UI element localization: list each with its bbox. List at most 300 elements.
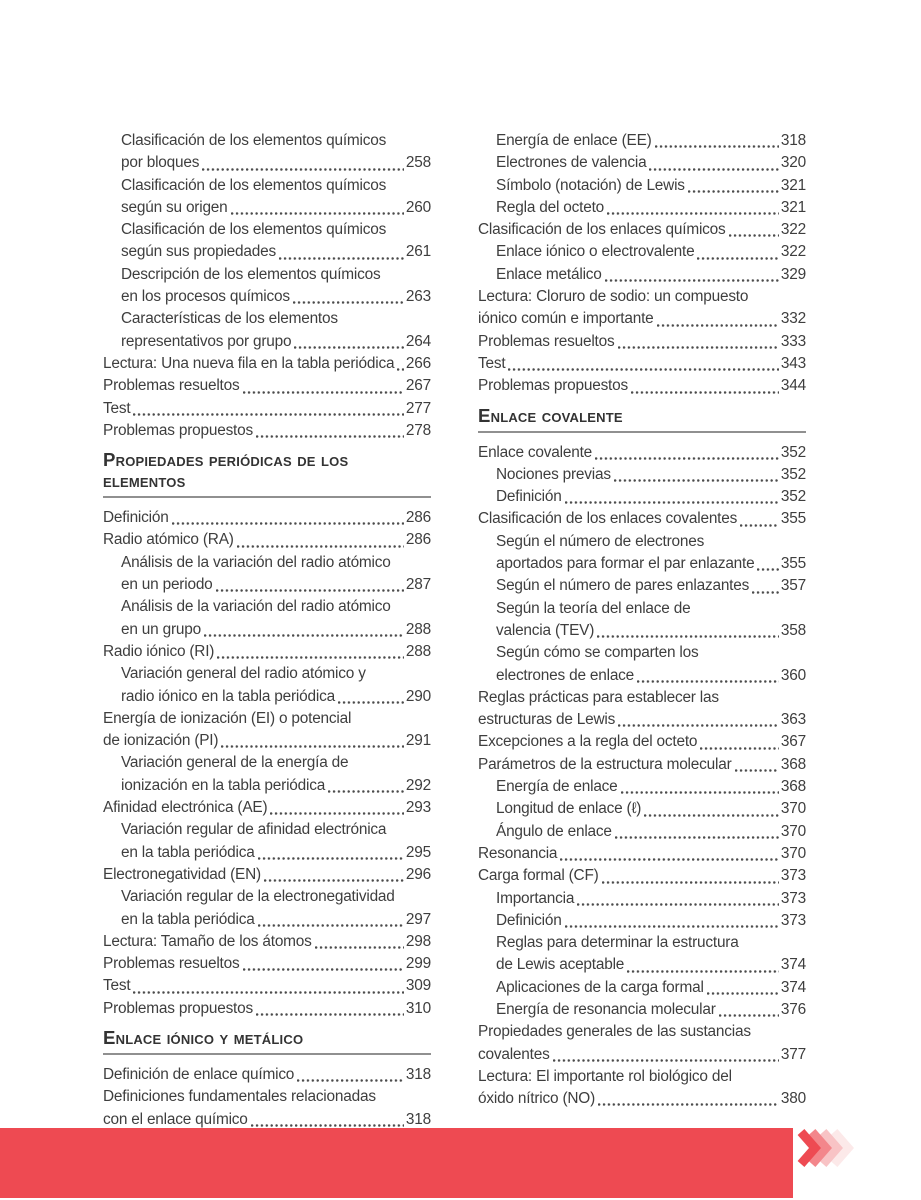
toc-entry-line	[478, 508, 806, 530]
toc-entry	[103, 975, 431, 997]
dotted-leader	[133, 413, 403, 416]
dotted-leader	[221, 745, 404, 748]
toc-entry-line	[478, 286, 806, 308]
page-number: 320	[780, 154, 806, 172]
toc-entry-label: Ángulo de enlace	[496, 822, 612, 840]
toc-entry-line	[478, 754, 806, 776]
dotted-leader	[719, 1014, 779, 1017]
page-number: 355	[780, 510, 806, 528]
toc-entry-line	[103, 708, 431, 730]
toc-entry-label: Características de los elementos	[121, 310, 338, 328]
dotted-leader	[565, 925, 779, 928]
dotted-leader	[204, 634, 404, 637]
toc-entry-line	[478, 486, 806, 508]
page-number: 332	[780, 310, 806, 328]
toc-entry-label: Problemas resueltos	[103, 377, 240, 395]
toc-entry-line	[103, 596, 431, 618]
toc-entry	[478, 353, 806, 375]
dotted-leader	[243, 968, 404, 971]
toc-entry-line	[103, 998, 431, 1020]
toc-entry-line	[103, 842, 431, 864]
page-number: 329	[780, 265, 806, 283]
toc-entry-label: Radio atómico (RA)	[103, 531, 234, 549]
toc-entry	[103, 420, 431, 442]
dotted-leader	[602, 881, 779, 884]
toc-entry-line	[478, 731, 806, 753]
toc-entry-line	[478, 531, 806, 553]
toc-entry	[478, 888, 806, 910]
page-number: 352	[780, 488, 806, 506]
toc-entry-line	[478, 442, 806, 464]
toc-entry-line	[478, 709, 806, 731]
toc-entry-line	[103, 663, 431, 685]
page-number: 322	[780, 243, 806, 261]
toc-entry-line	[478, 642, 806, 664]
toc-entry-line	[478, 865, 806, 887]
toc-entry	[478, 865, 806, 887]
toc-entry	[478, 1021, 806, 1066]
dotted-leader	[216, 589, 404, 592]
section-header: Enlace iónico y metálico	[103, 1027, 431, 1055]
toc-entry-label: Afinidad electrónica (AE)	[103, 799, 268, 817]
page-number: 370	[780, 822, 806, 840]
toc-entry-label: Electrones de valencia	[496, 154, 647, 172]
toc-entry-line	[103, 507, 431, 529]
toc-entry-label: Regla del octeto	[496, 198, 605, 216]
toc-entry-line	[103, 375, 431, 397]
toc-entry-line	[103, 308, 431, 330]
toc-entry-line	[478, 464, 806, 486]
toc-entry-label: Electronegatividad (EN)	[103, 865, 261, 883]
page-number: 363	[780, 711, 806, 729]
toc-entry	[478, 798, 806, 820]
toc-entry-label: Definiciones fundamentales relacionadas	[103, 1088, 376, 1106]
page-number: 287	[405, 576, 431, 594]
toc-entry-line	[478, 1044, 806, 1066]
toc-entry-line	[478, 687, 806, 709]
toc-columns	[103, 130, 806, 1131]
toc-entry	[103, 308, 431, 353]
page-number: 277	[405, 399, 431, 417]
toc-entry-line	[103, 931, 431, 953]
dotted-leader	[631, 391, 779, 394]
toc-entry-label: radio iónico en la tabla periódica	[121, 687, 335, 705]
toc-entry	[478, 442, 806, 464]
toc-entry-line	[103, 619, 431, 641]
toc-entry-line	[478, 910, 806, 932]
dotted-leader	[649, 168, 778, 171]
toc-entry-line	[478, 888, 806, 910]
toc-entry-label: Análisis de la variación del radio atómico	[121, 553, 391, 571]
toc-entry-label: Clasificación de los elementos químicos	[121, 132, 387, 149]
dotted-leader	[657, 324, 779, 327]
toc-entry-label: valencia (TEV)	[496, 621, 595, 639]
toc-entry-line	[103, 152, 431, 174]
dotted-leader	[752, 591, 779, 594]
toc-entry	[103, 219, 431, 264]
page-number: 318	[780, 132, 806, 149]
page-number: 278	[405, 421, 431, 439]
toc-entry-label: Símbolo (notación) de Lewis	[496, 176, 685, 194]
toc-column	[478, 130, 806, 1131]
toc-entry-line	[103, 264, 431, 286]
toc-entry-line	[103, 529, 431, 551]
toc-entry	[478, 821, 806, 843]
page-number: 373	[780, 867, 806, 885]
dotted-leader	[655, 145, 779, 148]
toc-entry-line	[103, 752, 431, 774]
dotted-leader	[644, 814, 779, 817]
toc-entry	[103, 264, 431, 309]
toc-entry-label: Propiedades generales de las sustancias	[478, 1023, 751, 1041]
toc-entry	[478, 642, 806, 687]
page-number: 263	[405, 288, 431, 306]
toc-entry-label: Enlace covalente	[478, 443, 593, 461]
dotted-leader	[729, 234, 779, 237]
page-number: 367	[780, 733, 806, 751]
page-number: 370	[780, 844, 806, 862]
toc-entry-label: Parámetros de la estructura molecular	[478, 755, 732, 773]
toc-entry	[103, 797, 431, 819]
toc-entry-label: Clasificación de los elementos químicos	[121, 176, 387, 194]
page-number: 264	[405, 332, 431, 350]
toc-entry-label: en la tabla periódica	[121, 843, 255, 861]
toc-entry-label: Definición de enlace químico	[103, 1065, 295, 1083]
dotted-leader	[256, 1013, 404, 1016]
dotted-leader	[757, 568, 778, 571]
toc-entry-label: Variación general de la energía de	[121, 754, 349, 772]
dotted-leader	[264, 879, 404, 882]
toc-entry-label: Longitud de enlace (ℓ)	[496, 800, 642, 818]
toc-entry-line	[478, 1066, 806, 1088]
toc-entry-line	[478, 1021, 806, 1043]
toc-entry-line	[478, 264, 806, 286]
toc-entry	[478, 286, 806, 331]
page-number: 374	[780, 956, 806, 974]
toc-entry	[103, 1064, 431, 1086]
toc-entry-line	[478, 197, 806, 219]
toc-entry	[478, 175, 806, 197]
toc-entry-label: Según el número de pares enlazantes	[496, 577, 750, 595]
toc-entry-label: por bloques	[121, 154, 200, 172]
toc-entry-line	[103, 574, 431, 596]
page-number: 260	[405, 198, 431, 216]
toc-entry-label: Problemas resueltos	[478, 332, 615, 350]
page-number: 296	[405, 865, 431, 883]
toc-entry-line	[103, 730, 431, 752]
toc-entry	[103, 752, 431, 797]
page-number: 355	[780, 555, 806, 573]
toc-entry	[103, 641, 431, 663]
page-number: 343	[780, 354, 806, 372]
dotted-leader	[735, 769, 779, 772]
toc-entry	[478, 731, 806, 753]
toc-entry-label: Lectura: Cloruro de sodio: un compuesto	[478, 288, 749, 306]
toc-entry	[478, 375, 806, 397]
toc-entry	[103, 953, 431, 975]
toc-entry	[103, 398, 431, 420]
toc-entry	[478, 910, 806, 932]
page-number: 258	[405, 154, 431, 172]
toc-entry-label: Problemas propuestos	[103, 421, 253, 439]
toc-entry-line	[103, 420, 431, 442]
toc-entry-label: Variación regular de afinidad electrónica	[121, 821, 387, 839]
toc-entry	[478, 130, 806, 152]
toc-entry-line	[103, 197, 431, 219]
toc-entry-line	[103, 552, 431, 574]
page-number: 286	[405, 509, 431, 527]
toc-entry-line	[478, 353, 806, 375]
toc-entry	[478, 776, 806, 798]
dotted-leader	[605, 279, 779, 282]
dotted-leader	[598, 1103, 779, 1106]
toc-entry-line	[103, 130, 431, 152]
toc-entry-line	[478, 954, 806, 976]
dotted-leader	[597, 635, 779, 638]
toc-entry	[103, 886, 431, 931]
toc-entry-line	[103, 975, 431, 997]
dotted-leader	[270, 812, 404, 815]
toc-entry	[103, 507, 431, 529]
toc-entry	[103, 552, 431, 597]
page-number: 357	[780, 577, 806, 595]
dotted-leader	[565, 501, 779, 504]
page-number: 292	[405, 776, 431, 794]
toc-entry-label: Según la teoría del enlace de	[496, 599, 691, 617]
dotted-leader	[256, 435, 404, 438]
dotted-leader	[697, 257, 778, 260]
page-number: 358	[780, 621, 806, 639]
dotted-leader	[508, 368, 778, 371]
toc-entry	[103, 529, 431, 551]
toc-entry-label: estructuras de Lewis	[478, 711, 616, 729]
page-number: 333	[780, 332, 806, 350]
toc-entry-label: en la tabla periódica	[121, 910, 255, 928]
page-number: 376	[780, 1000, 806, 1018]
toc-entry-line	[103, 886, 431, 908]
toc-entry-label: Reglas prácticas para establecer las	[478, 688, 719, 706]
toc-entry-label: Test	[478, 354, 506, 372]
toc-entry-line	[478, 843, 806, 865]
toc-entry	[478, 754, 806, 776]
toc-entry-label: óxido nítrico (NO)	[478, 1090, 595, 1108]
toc-entry	[478, 843, 806, 865]
toc-entry-line	[478, 776, 806, 798]
toc-entry-label: Clasificación de los enlaces covalentes	[478, 510, 738, 528]
toc-entry-line	[478, 575, 806, 597]
dotted-leader	[297, 1079, 404, 1082]
bottom-bar	[0, 1128, 793, 1198]
toc-entry	[103, 819, 431, 864]
toc-entry-line	[103, 331, 431, 353]
toc-entry	[478, 331, 806, 353]
toc-entry-label: aportados para formar el par enlazante	[496, 555, 755, 573]
toc-entry-label: Aplicaciones de la carga formal	[496, 978, 704, 996]
toc-entry-label: electrones de enlace	[496, 666, 635, 684]
toc-entry-label: según su origen	[121, 198, 228, 216]
toc-entry	[478, 1066, 806, 1111]
toc-entry-line	[478, 598, 806, 620]
toc-entry-line	[478, 152, 806, 174]
toc-entry-label: en un periodo	[121, 576, 213, 594]
dotted-leader	[251, 1124, 404, 1127]
toc-entry-line	[103, 819, 431, 841]
toc-entry	[478, 264, 806, 286]
page-number: 298	[405, 932, 431, 950]
toc-entry-line	[103, 398, 431, 420]
dotted-leader	[607, 212, 779, 215]
dotted-leader	[231, 212, 404, 215]
dotted-leader	[328, 790, 404, 793]
dotted-leader	[243, 391, 404, 394]
toc-entry-line	[103, 909, 431, 931]
toc-entry-line	[478, 308, 806, 330]
page-number: 377	[780, 1045, 806, 1063]
toc-entry	[478, 241, 806, 263]
dotted-leader	[627, 970, 779, 973]
toc-entry	[478, 932, 806, 977]
page-number: 266	[405, 354, 431, 372]
dotted-leader	[700, 747, 779, 750]
toc-entry	[103, 130, 431, 175]
toc-entry-label: Lectura: Tamaño de los átomos	[103, 932, 312, 950]
toc-entry	[103, 353, 431, 375]
toc-entry-label: según sus propiedades	[121, 243, 276, 261]
page-number: 322	[780, 221, 806, 239]
toc-entry	[103, 708, 431, 753]
dotted-leader	[202, 168, 404, 171]
dotted-leader	[237, 545, 404, 548]
toc-entry-label: Excepciones a la regla del octeto	[478, 733, 698, 751]
toc-entry-label: Según el número de electrones	[496, 532, 705, 550]
page-number: 293	[405, 799, 431, 817]
toc-entry-line	[478, 665, 806, 687]
page-number: 290	[405, 687, 431, 705]
toc-entry	[103, 175, 431, 220]
dotted-leader	[397, 368, 404, 371]
toc-entry-line	[478, 130, 806, 152]
dotted-leader	[614, 479, 779, 482]
toc-entry-line	[103, 1064, 431, 1086]
toc-entry-label: Definición	[496, 911, 562, 929]
toc-entry-line	[478, 999, 806, 1021]
dotted-leader	[740, 524, 779, 527]
toc-entry-label: Energía de enlace	[496, 778, 618, 796]
toc-column	[103, 130, 431, 1131]
toc-entry-label: covalentes	[478, 1045, 550, 1063]
toc-entry-line	[103, 641, 431, 663]
toc-entry-line	[103, 1086, 431, 1108]
toc-entry	[103, 931, 431, 953]
toc-entry	[103, 864, 431, 886]
toc-entry-line	[478, 553, 806, 575]
toc-entry-label: Importancia	[496, 889, 575, 907]
toc-entry	[103, 596, 431, 641]
toc-entry	[478, 508, 806, 530]
toc-entry-line	[103, 175, 431, 197]
dotted-leader	[258, 857, 404, 860]
toc-entry-line	[478, 331, 806, 353]
toc-entry-line	[478, 241, 806, 263]
toc-entry	[478, 197, 806, 219]
page-number: 288	[405, 620, 431, 638]
dotted-leader	[294, 346, 404, 349]
toc-entry	[478, 575, 806, 597]
toc-entry-line	[478, 620, 806, 642]
page-number: 352	[780, 465, 806, 483]
toc-entry-label: Problemas resueltos	[103, 955, 240, 973]
page-number: 310	[405, 999, 431, 1017]
page-number: 321	[780, 198, 806, 216]
toc-entry-label: Lectura: Una nueva fila en la tabla periódica	[103, 354, 395, 372]
toc-entry-line	[478, 219, 806, 241]
toc-entry-label: Energía de ionización (EI) o potencial	[103, 709, 352, 727]
toc-entry-label: Energía de resonancia molecular	[496, 1000, 716, 1018]
page-number: 291	[405, 732, 431, 750]
toc-entry-label: Test	[103, 399, 131, 417]
dotted-leader	[621, 791, 779, 794]
page-number: 370	[780, 800, 806, 818]
toc-entry-line	[478, 175, 806, 197]
toc-entry-line	[478, 375, 806, 397]
dotted-leader	[615, 836, 779, 839]
dotted-leader	[338, 701, 404, 704]
page-number: 368	[780, 755, 806, 773]
toc-entry-label: Test	[103, 977, 131, 995]
page-number: 373	[780, 889, 806, 907]
page-number: 309	[405, 977, 431, 995]
dotted-leader	[217, 656, 404, 659]
toc-entry-label: Problemas propuestos	[478, 377, 628, 395]
dotted-leader	[595, 457, 779, 460]
toc-entry	[478, 152, 806, 174]
section-header: Propiedades periódicas de los elementos	[103, 449, 431, 498]
toc-entry-line	[103, 864, 431, 886]
section-header: Enlace covalente	[478, 405, 806, 433]
toc-entry-label: en un grupo	[121, 620, 201, 638]
dotted-leader	[637, 680, 779, 683]
page-number: 344	[780, 377, 806, 395]
page-number: 380	[780, 1090, 806, 1108]
toc-entry-label: Variación general del radio atómico y	[121, 665, 366, 683]
toc-entry-label: Variación regular de la electronegatividad	[121, 888, 395, 906]
toc-entry-label: con el enlace químico	[103, 1110, 248, 1128]
toc-entry-label: ionización en la tabla periódica	[121, 776, 326, 794]
dotted-leader	[553, 1059, 779, 1062]
toc-entry-line	[103, 686, 431, 708]
page-number: 288	[405, 642, 431, 660]
toc-entry-label: Resonancia	[478, 844, 558, 862]
page-number: 373	[780, 911, 806, 929]
toc-entry-line	[103, 953, 431, 975]
page-number: 267	[405, 377, 431, 395]
toc-entry-label: Reglas para determinar la estructura	[496, 934, 739, 952]
dotted-leader	[618, 346, 779, 349]
toc-entry-label: en los procesos químicos	[121, 288, 290, 306]
toc-entry	[478, 598, 806, 643]
toc-entry-label: iónico común e importante	[478, 310, 654, 328]
page-number: 360	[780, 666, 806, 684]
toc-entry	[478, 486, 806, 508]
toc-entry	[478, 531, 806, 576]
page-number: 286	[405, 531, 431, 549]
dotted-leader	[707, 992, 779, 995]
toc-entry-label: Enlace iónico o electrovalente	[496, 243, 695, 261]
toc-entry-line	[103, 286, 431, 308]
dotted-leader	[133, 991, 403, 994]
toc-entry	[478, 999, 806, 1021]
toc-entry-label: Lectura: El importante rol biológico del	[478, 1067, 732, 1085]
